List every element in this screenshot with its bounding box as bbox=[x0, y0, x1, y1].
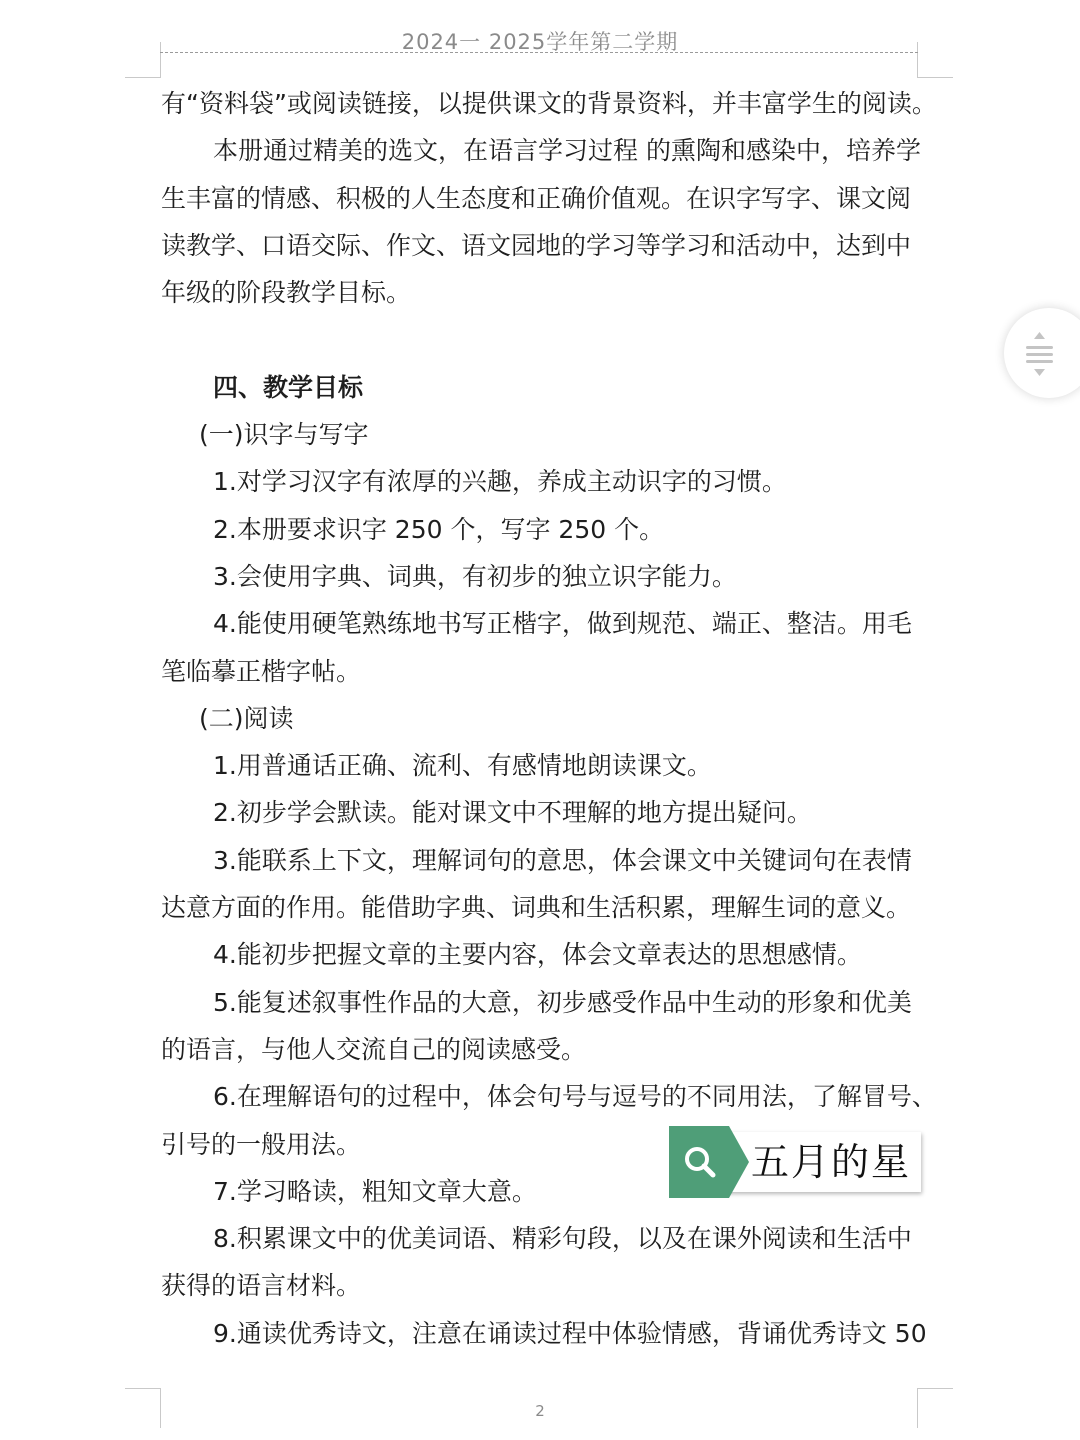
list-item: 1.对学习汉字有浓厚的兴趣，养成主动识字的习惯。 bbox=[213, 467, 787, 497]
list-item-continuation: 获得的语言材料。 bbox=[161, 1271, 362, 1301]
section-heading: 四、教学目标 bbox=[213, 372, 364, 402]
crop-mark-top-right-horizontal bbox=[917, 77, 953, 78]
list-item: 5.能复述叙事性作品的大意，初步感受作品中生动的形象和优美 bbox=[213, 987, 912, 1017]
list-item: 7.学习略读，粗知文章大意。 bbox=[213, 1176, 537, 1206]
crop-mark-top-left-horizontal bbox=[125, 77, 161, 78]
list-item-continuation: 的语言，与他人交流自己的阅读感受。 bbox=[161, 1034, 587, 1064]
body-line: 有“资料袋”或阅读链接，以提供课文的背景资料，并丰富学生的阅读。 bbox=[161, 89, 937, 118]
body-line: 年级的阶段教学目标。 bbox=[161, 278, 412, 308]
watermark-text: 五月的星 bbox=[751, 1140, 912, 1184]
crop-mark-bottom-right-horizontal bbox=[917, 1388, 953, 1389]
search-icon bbox=[669, 1126, 749, 1198]
watermark-badge bbox=[669, 1126, 923, 1196]
list-item: 6.在理解语句的过程中，体会句号与逗号的不同用法，了解冒号、 bbox=[213, 1082, 937, 1112]
list-item: 4.能使用硬笔熟练地书写正楷字，做到规范、端正、整洁。用毛 bbox=[213, 609, 912, 639]
list-item: 3.能联系上下文，理解词句的意思，体会课文中关键词句在表情 bbox=[213, 845, 912, 875]
list-item: 1.用普通话正确、流利、有感情地朗读课文。 bbox=[213, 751, 712, 781]
list-item-continuation: 引号的一般用法。 bbox=[161, 1129, 362, 1159]
subsection-heading: (二)阅读 bbox=[199, 703, 294, 733]
list-item: 2.初步学会默读。能对课文中不理解的地方提出疑问。 bbox=[213, 798, 812, 828]
body-line: 读教学、口语交际、作文、语文园地的学习等学习和活动中，达到中 bbox=[161, 230, 912, 260]
scroll-widget[interactable] bbox=[1004, 308, 1080, 398]
page-number: 2 bbox=[535, 1402, 545, 1420]
list-item: 4.能初步把握文章的主要内容，体会文章表达的思想感情。 bbox=[213, 940, 862, 970]
list-item: 8.积累课文中的优美词语、精彩句段，以及在课外阅读和生活中 bbox=[213, 1224, 912, 1254]
paragraph-gap bbox=[161, 316, 921, 363]
subsection-heading: (一)识字与写字 bbox=[199, 420, 369, 450]
body-line: 本册通过精美的选文，在语言学习过程 的熏陶和感染中，培养学 bbox=[213, 136, 921, 166]
list-item-continuation: 笔临摹正楷字帖。 bbox=[161, 656, 362, 686]
body-line: 生丰富的情感、积极的人生态度和正确价值观。在识字写字、课文阅 bbox=[161, 183, 912, 213]
list-item: 9.通读优秀诗文，注意在诵读过程中体验情感，背诵优秀诗文 50 bbox=[213, 1318, 927, 1348]
scroll-handle-icon bbox=[1004, 308, 1080, 398]
page-header-title: 2024一 2025学年第二学期 bbox=[401, 30, 679, 54]
header-divider bbox=[160, 52, 918, 53]
list-item: 3.会使用字典、词典，有初步的独立识字能力。 bbox=[213, 561, 737, 591]
crop-mark-bottom-left-horizontal bbox=[125, 1388, 161, 1389]
list-item-continuation: 达意方面的作用。能借助字典、词典和生活积累，理解生词的意义。 bbox=[161, 893, 912, 923]
list-item: 2.本册要求识字 250 个，写字 250 个。 bbox=[213, 514, 665, 544]
